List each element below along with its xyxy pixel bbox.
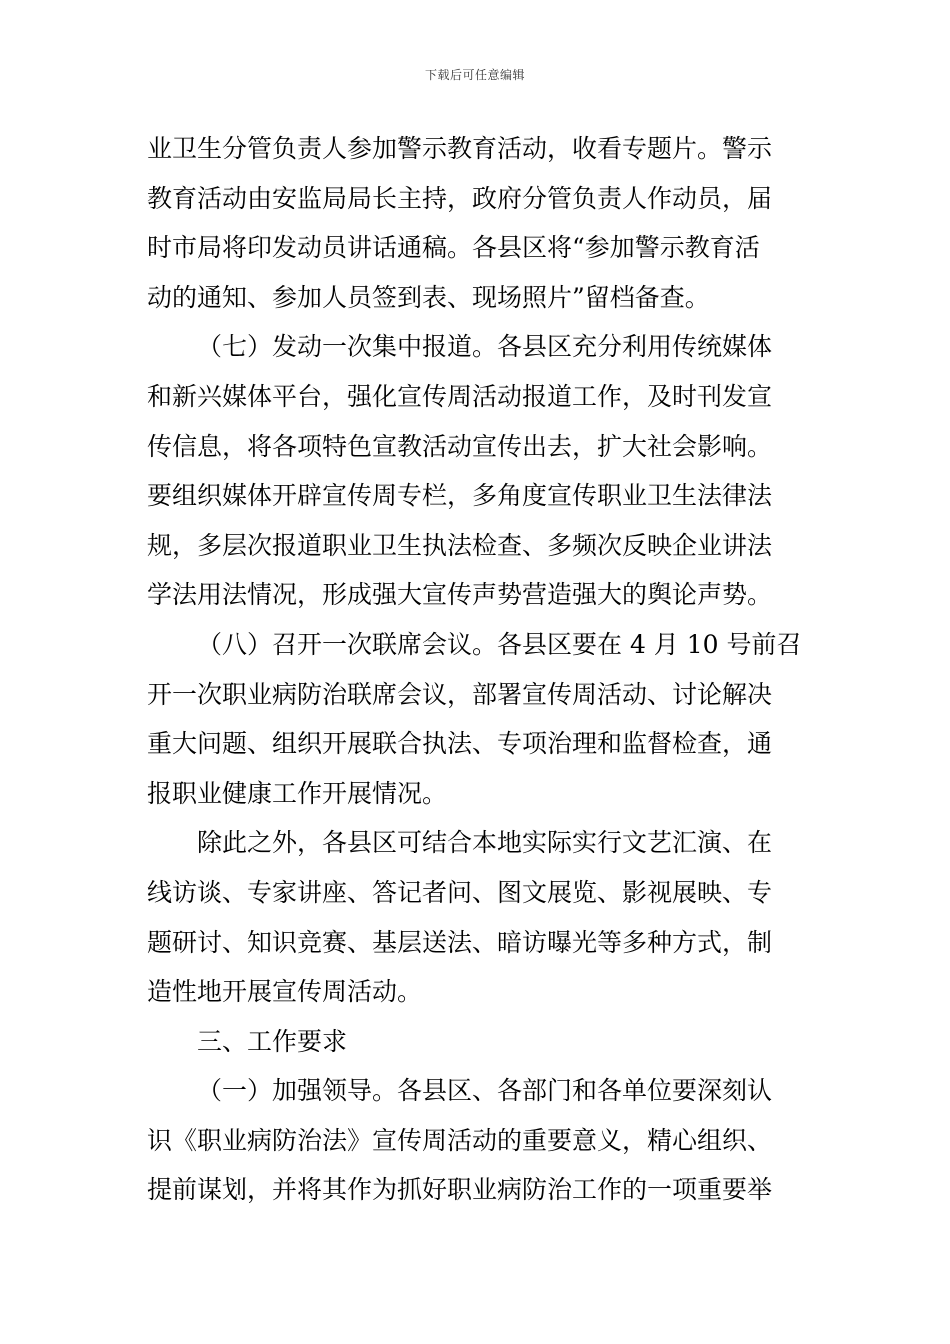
section-three-heading: 三、工作要求 [197, 1026, 348, 1056]
text-line: 和新兴媒体平台，强化宣传周活动报道工作，及时刊发宣 [147, 381, 773, 411]
text-line: 时市局将印发动员讲话通稿。各县区将“参加警示教育活 [147, 233, 760, 263]
text-line: 传信息，将各项特色宣教活动宣传出去，扩大社会影响。 [147, 431, 773, 461]
text-line: 线访谈、专家讲座、答记者问、图文展览、影视展映、专 [147, 877, 773, 907]
text-line: 报职业健康工作开展情况。 [147, 778, 448, 808]
document-body [147, 124, 807, 1215]
text-line: 识《职业病防治法》宣传周活动的重要意义，精心组织、 [147, 1125, 773, 1155]
paragraph-other-activities-line: 除此之外，各县区可结合本地实际实行文艺汇演、在 [197, 828, 773, 858]
text-line: 重大问题、组织开展联合执法、专项治理和监督检查，通 [147, 729, 773, 759]
text-line: 题研讨、知识竞赛、基层送法、暗访曝光等多种方式，制 [147, 927, 773, 957]
text-line: 动的通知、参加人员签到表、现场照片”留档备查。 [147, 282, 710, 312]
paragraph-seven-heading-line: （七）发动一次集中报道。各县区充分利用传统媒体 [197, 332, 773, 362]
text-line: 教育活动由安监局局长主持，政府分管负责人作动员，届 [147, 183, 773, 213]
paragraph-eight-heading-line: （八）召开一次联席会议。各县区要在 4 月 10 号前召 [197, 629, 802, 659]
page-header-note: 下载后可任意编辑 [424, 68, 525, 82]
paragraph-one-heading-line: （一）加强领导。各县区、各部门和各单位要深刻认 [197, 1076, 773, 1106]
text-line: 开一次职业病防治联席会议，部署宣传周活动、讨论解决 [147, 679, 773, 709]
text-line: 规，多层次报道职业卫生执法检查、多频次反映企业讲法 [147, 530, 773, 560]
text-line: 业卫生分管负责人参加警示教育活动，收看专题片。警示 [147, 134, 773, 163]
text-line: 学法用法情况，形成强大宣传声势营造强大的舆论声势。 [147, 580, 773, 610]
text-line: 造性地开展宣传周活动。 [147, 977, 423, 1007]
text-line: 提前谋划，并将其作为抓好职业病防治工作的一项重要举 [147, 1175, 773, 1205]
text-line: 要组织媒体开辟宣传周专栏，多角度宣传职业卫生法律法 [147, 481, 773, 511]
